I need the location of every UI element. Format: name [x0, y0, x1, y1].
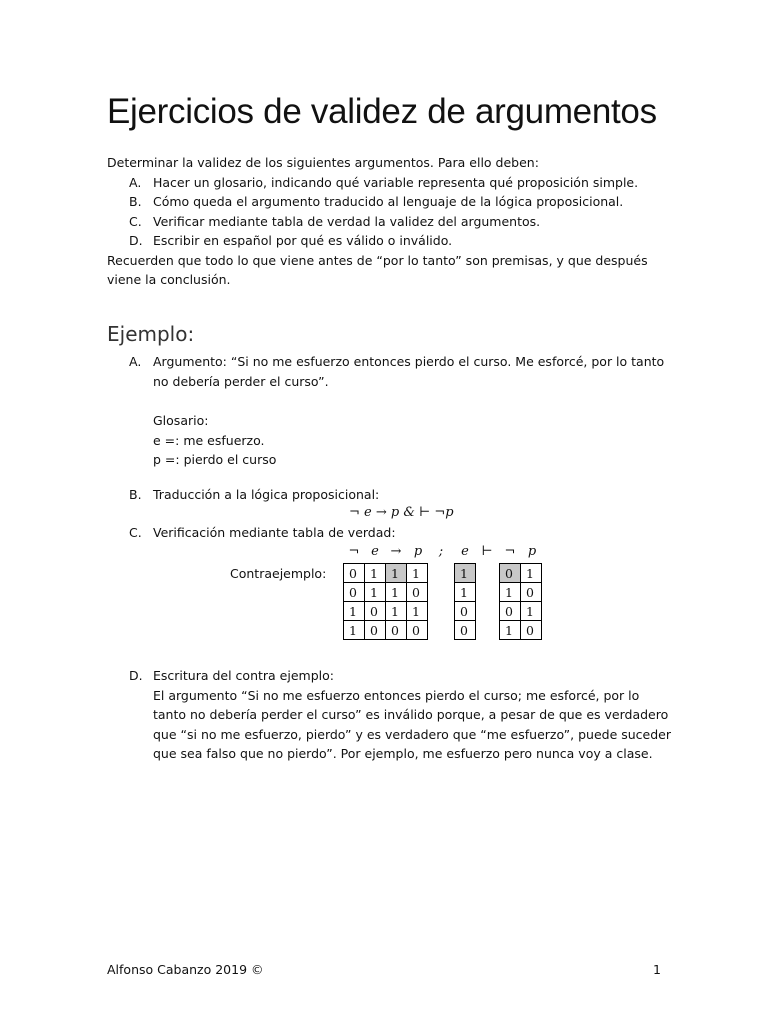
table-row [344, 583, 428, 602]
truth-table-header-symbol: ¬ [348, 544, 360, 559]
example-heading: Ejemplo: [107, 322, 195, 346]
glossary-entry-p: p =: pierdo el curso [153, 452, 277, 467]
list-item-text: Cómo queda el argumento traducido al lenguaje de la lógica proposicional. [153, 194, 624, 209]
truth-table-header-symbol: p [413, 544, 423, 559]
list-item [107, 192, 667, 212]
table-cell: 1 [500, 583, 521, 602]
table-cell: 1 [500, 621, 521, 640]
section-c-body [153, 523, 673, 543]
truth-table-label: Verificación mediante tabla de verdad: [153, 525, 396, 540]
table-cell: 0 [521, 583, 542, 602]
page-number: 1 [653, 962, 661, 977]
instructions-list [107, 173, 667, 251]
instructions [107, 153, 667, 290]
table-row [455, 583, 476, 602]
table-cell-highlighted: 1 [455, 564, 476, 583]
truth-table-header-symbol: ; [438, 544, 444, 559]
table-cell: 1 [455, 583, 476, 602]
table-cell: 0 [455, 602, 476, 621]
table-cell: 1 [521, 564, 542, 583]
instructions-lead: Determinar la validez de los siguientes argumentos. Para ello deben: [107, 155, 539, 170]
table-row [344, 602, 428, 621]
truth-table-premise-2 [454, 563, 476, 640]
list-item [107, 231, 667, 251]
glossary-entry-e: e =: me esfuerzo. [153, 432, 265, 448]
table-cell: 1 [386, 583, 407, 602]
list-item [107, 173, 667, 193]
counterexample-label: Contraejemplo: [230, 566, 327, 581]
glossary-label: Glosario: [153, 413, 209, 428]
page-title: Ejercicios de validez de argumentos [107, 92, 657, 131]
truth-table-conclusion [499, 563, 542, 640]
table-cell: 0 [344, 583, 365, 602]
table-row [500, 621, 542, 640]
truth-table-header-symbol: → [390, 544, 402, 559]
section-a-body [153, 352, 673, 470]
table-cell: 1 [386, 602, 407, 621]
table-cell: 1 [407, 602, 428, 621]
table-cell: 1 [521, 602, 542, 621]
truth-table-header-symbol: ¬ [504, 544, 516, 559]
table-cell: 1 [365, 564, 386, 583]
table-cell: 0 [365, 602, 386, 621]
table-cell: 0 [500, 602, 521, 621]
table-cell-highlighted: 0 [500, 564, 521, 583]
translation-label: Traducción a la lógica proposicional: [153, 487, 380, 502]
table-cell: 0 [407, 621, 428, 640]
list-marker: A. [129, 174, 142, 190]
table-row [455, 602, 476, 621]
list-item-text: Verificar mediante tabla de verdad la validez del argumentos. [153, 213, 541, 229]
table-row [500, 564, 542, 583]
section-b-body [153, 485, 673, 505]
truth-table-header-symbol: e [461, 544, 469, 559]
table-cell: 0 [521, 621, 542, 640]
counterexample-heading: Escritura del contra ejemplo: [153, 668, 334, 683]
truth-table-header-symbol: p [527, 544, 537, 559]
table-cell: 0 [344, 564, 365, 583]
section-marker: C. [129, 525, 142, 540]
section-marker: D. [129, 668, 143, 683]
table-cell: 1 [365, 583, 386, 602]
propositional-formula: ¬ e → p & ⊢ ¬p [349, 505, 454, 520]
table-cell: 1 [407, 564, 428, 583]
argument-text: Argumento: “Si no me esfuerzo entonces pierdo el curso. Me esforcé, por lo tanto no debería perder el curso”. [153, 354, 665, 389]
section-d-body [153, 666, 673, 764]
table-cell: 0 [455, 621, 476, 640]
list-marker: C. [129, 213, 142, 229]
list-item [107, 212, 667, 232]
table-row [500, 602, 542, 621]
list-marker: D. [129, 233, 143, 248]
truth-table-header-symbol: e [371, 544, 379, 559]
counterexample-explanation: El argumento “Si no me esfuerzo entonces pierdo el curso; me esforcé, por lo tanto no debería perder el curso” es inválido porque, a pesar de que es verdadero que “si no me esfuerzo, pierdo” y es verdadero que “me esfuerzo”, puede suceder que sea falso que no pierdo”. Por ejemplo, me esfuerzo pero nunca voy a clase. [153, 687, 671, 761]
table-cell: 0 [407, 583, 428, 602]
list-marker: B. [129, 194, 142, 209]
table-cell: 0 [386, 621, 407, 640]
list-item-text: Hacer un glosario, indicando qué variable representa qué proposición simple. [153, 174, 639, 190]
section-marker: A. [129, 354, 142, 369]
table-cell: 0 [365, 621, 386, 640]
table-cell-highlighted: 1 [386, 564, 407, 583]
table-row [455, 564, 476, 583]
footer-author: Alfonso Cabanzo 2019 © [107, 962, 264, 977]
truth-table-premise-1 [343, 563, 428, 640]
instructions-note: Recuerden que todo lo que viene antes de “por lo tanto” son premisas, y que después viene la conclusión. [107, 252, 648, 287]
table-row [455, 621, 476, 640]
table-row [344, 564, 428, 583]
table-cell: 1 [344, 602, 365, 621]
section-marker: B. [129, 487, 142, 502]
list-item-text: Escribir en español por qué es válido o inválido. [153, 233, 453, 248]
table-row [500, 583, 542, 602]
table-cell: 1 [344, 621, 365, 640]
table-row [344, 621, 428, 640]
truth-table-header-symbol: ⊢ [481, 544, 493, 559]
